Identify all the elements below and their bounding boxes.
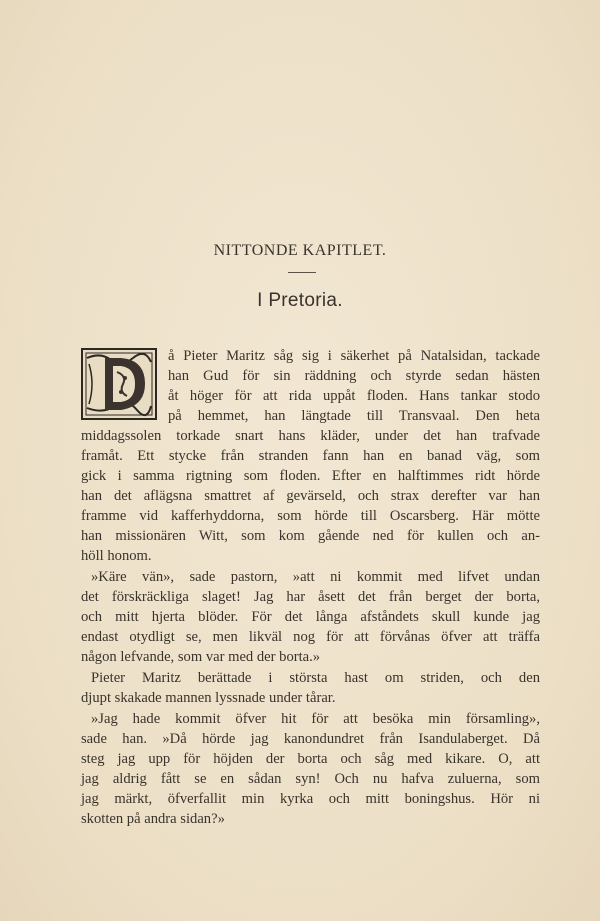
chapter-heading: NITTONDE KAPITLET. xyxy=(213,242,387,259)
text-line: endast otydligt se, men likväl nog för att förvånas öfver att träffa xyxy=(81,629,540,645)
text-line: någon lefvande, som var med der borta.» xyxy=(81,649,321,665)
text-line: han det aflägsna smattret af gevärseld, och strax derefter var han xyxy=(81,488,540,504)
text-line: steg jag upp för höjden der borta och såg med kikare. O, att xyxy=(81,751,540,767)
chapter-title: I Pretoria. xyxy=(257,290,343,311)
heading-rule xyxy=(288,272,316,273)
text-line: »Käre vän», sade pastorn, »att ni kommit med lifvet undan xyxy=(91,569,540,585)
text-line: det förskräckliga slaget! Jag har åsett det från berget der borta, xyxy=(81,589,540,605)
text-line: jag märkt, öfverfallit min kyrka och mitt boningshus. Hör ni xyxy=(81,791,540,807)
text-line: middagssolen torkade snart hans kläder, under det han trafvade xyxy=(81,428,540,444)
text-line: jag aldrig fått se en sådan syn! Och nu hafva zuluerna, som xyxy=(81,771,540,787)
text-line: höll honom. xyxy=(81,548,152,564)
text-line: han missionären Witt, som kom gående ned för kullen och an- xyxy=(81,528,540,544)
text-line: Pieter Maritz berättade i största hast om striden, och den xyxy=(91,670,540,686)
text-line: djupt skakade mannen lyssnade under tårar. xyxy=(81,690,336,706)
text-line: och mitt hjerta blöder. För det långa afståndets skull kunde jag xyxy=(81,609,540,625)
text-line: »Jag hade kommit öfver hit för att besöka min församling», xyxy=(91,711,540,727)
text-line: gick i samma rigtning som floden. Efter en halftimmes ridt hörde xyxy=(81,468,540,484)
text-line: framme vid kafferhyddorna, som hörde till Oscarsberg. Här mötte xyxy=(81,508,540,524)
text-line: på hemmet, han längtade till Transvaal. Den heta xyxy=(168,408,540,424)
text-line: han Gud för sin räddning och styrde sedan hästen xyxy=(168,368,540,384)
text-line: sade han. »Då hörde jag kanondundret från Isandulaberget. Då xyxy=(81,731,540,747)
text-line: å Pieter Maritz såg sig i säkerhet på Natalsidan, tackade xyxy=(168,348,540,364)
text-line: framåt. Ett stycke från stranden fann han en banad väg, som xyxy=(81,448,540,464)
text-line: skotten på andra sidan?» xyxy=(81,811,225,827)
ornamental-dropcap-icon xyxy=(81,348,157,420)
text-line: åt höger för att rida uppåt floden. Hans tankar stodo xyxy=(168,388,540,404)
